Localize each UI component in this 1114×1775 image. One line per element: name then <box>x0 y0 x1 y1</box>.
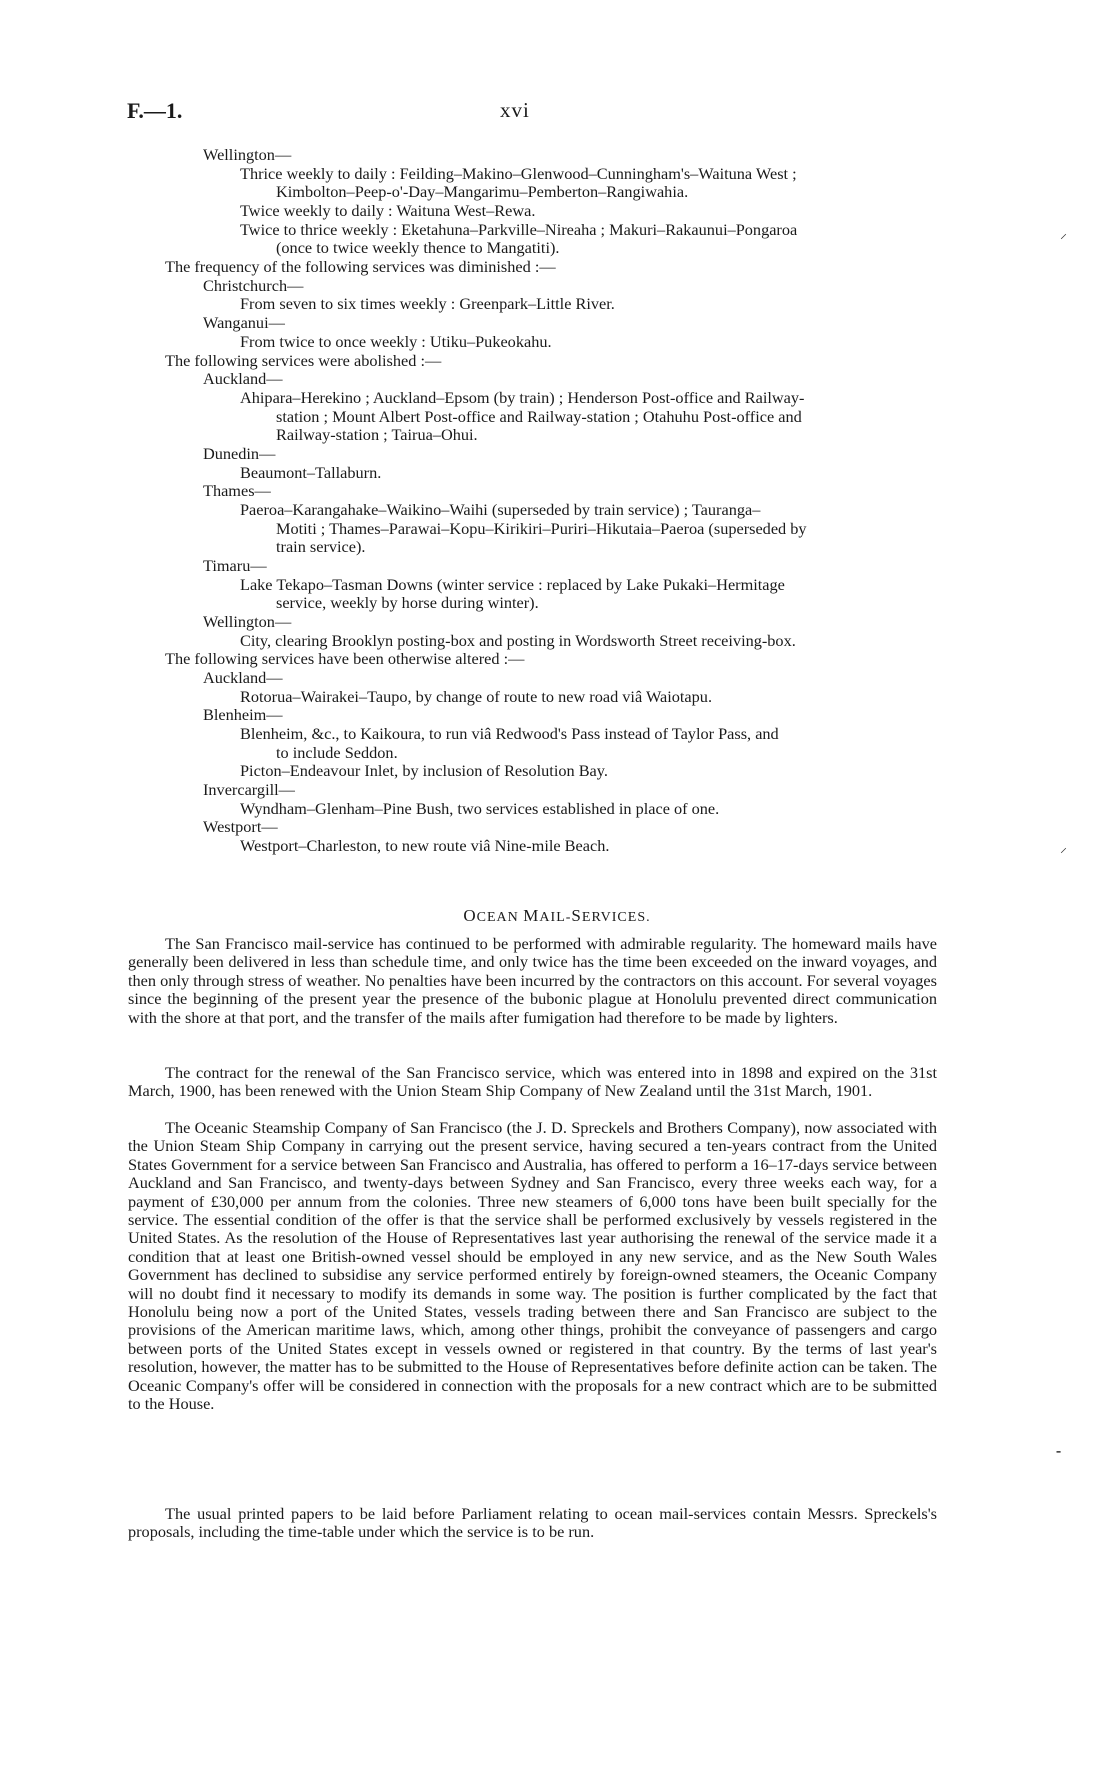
service-line: Kimbolton–Peep-o'-Day–Mangarimu–Pemberton–Rangiwahia. <box>276 182 689 201</box>
service-line: Lake Tekapo–Tasman Downs (winter service : replaced by Lake Pukaki–Hermitage <box>240 575 785 594</box>
section-intro: The following services were abolished :— <box>165 351 442 370</box>
section-intro: The following services have been otherwise altered :— <box>165 649 525 668</box>
district-heading: Dunedin— <box>203 444 276 463</box>
service-line: Wyndham–Glenham–Pine Bush, two services established in place of one. <box>240 799 720 818</box>
ocean-section-title: OCEAN MAIL-SERVICES. <box>463 906 651 925</box>
service-line: station ; Mount Albert Post-office and Railway-station ; Otahuhu Post-office and <box>276 407 802 426</box>
service-line: From twice to once weekly : Utiku–Pukeokahu. <box>240 332 552 351</box>
district-heading: Thames— <box>203 481 271 500</box>
district-heading: Wellington— <box>203 612 292 631</box>
district-heading: Auckland— <box>203 668 283 687</box>
page-header <box>0 98 1114 124</box>
district-heading: Invercargill— <box>203 780 295 799</box>
service-line: Twice to thrice weekly : Eketahuna–Parkville–Nireaha ; Makuri–Rakaunui–Pongaroa <box>240 220 798 239</box>
service-line: Thrice weekly to daily : Feilding–Makino–Glenwood–Cunningham's–Waituna West ; <box>240 164 797 183</box>
district-heading: Timaru— <box>203 556 267 575</box>
service-line: Twice weekly to daily : Waituna West–Rewa. <box>240 201 536 220</box>
service-line: Paeroa–Karangahake–Waikino–Waihi (superseded by train service) ; Tauranga– <box>240 500 761 519</box>
service-line: to include Seddon. <box>276 743 398 762</box>
service-line: Ahipara–Herekino ; Auckland–Epsom (by train) ; Henderson Post-office and Railway- <box>240 388 805 407</box>
margin-tick-mark: ⁃ <box>1055 1446 1062 1461</box>
service-line: Blenheim, &c., to Kaikoura, to run viâ Redwood's Pass instead of Taylor Pass, and <box>240 724 779 743</box>
service-line: train service). <box>276 537 366 556</box>
district-heading: Auckland— <box>203 369 283 388</box>
district-heading: Westport— <box>203 817 278 836</box>
page-number: xvi <box>500 98 530 122</box>
ocean-paragraph-4: The usual printed papers to be laid before Parliament relating to ocean mail-services contain Messrs. Spreckels's proposals, including the time-table under which the service is to be run. <box>128 1504 937 1542</box>
margin-tick-mark: ⸝ <box>1060 841 1067 856</box>
service-line: (once to twice weekly thence to Mangatiti). <box>276 238 560 257</box>
district-heading: Wanganui— <box>203 313 285 332</box>
service-line: City, clearing Brooklyn posting-box and posting in Wordsworth Street receiving-box. <box>240 631 796 650</box>
document-code: F.—1. <box>127 98 183 123</box>
service-line: From seven to six times weekly : Greenpark–Little River. <box>240 294 615 313</box>
district-heading: Christchurch— <box>203 276 304 295</box>
district-heading: Blenheim— <box>203 705 283 724</box>
ocean-paragraph-2: The contract for the renewal of the San Francisco service, which was entered into in 1898 and expired on the 31st March, 1900, has been renewed with the Union Steam Ship Company of New Zealand until the 31st March, 1901. <box>128 1063 937 1101</box>
service-line: Rotorua–Wairakei–Taupo, by change of route to new road viâ Waiotapu. <box>240 687 713 706</box>
service-line: service, weekly by horse during winter). <box>276 593 539 612</box>
section-intro: The frequency of the following services was diminished :— <box>165 257 556 276</box>
service-line: Motiti ; Thames–Parawai–Kopu–Kirikiri–Puriri–Hikutaia–Paeroa (superseded by <box>276 519 807 538</box>
ocean-paragraph-1: The San Francisco mail-service has continued to be performed with admirable regularity. The homeward mails have generally been delivered in less than schedule time, and only twice has the time been exceeded on the inward voyages, and then only through stress of weather. No penalties have been incurred by the contractors on this account. For several voyages since the beginning of the present year the presence of the bubonic plague at Honolulu prevented direct communication with the shore at that port, and the transfer of the mails after fumigation had therefore to be made by lighters. <box>128 934 937 1027</box>
ocean-paragraph-3: The Oceanic Steamship Company of San Francisco (the J. D. Spreckels and Brothers Company), now associated with the Union Steam Ship Company in carrying out the present service, having secured a ten-years contract from the United States Government for a service between San Francisco and Australia, has offered to perform a 16–17-days service between Auckland and San Francisco, and twenty-days between Sydney and San Francisco, every three weeks each way, for a payment of £30,000 per annum from the colonies. Three new steamers of 6,000 tons have been built specially for the service. The essential condition of the offer is that the service shall be performed exclusively by vessels registered in the United States. As the resolution of the House of Representatives last year authorising the renewal of the service made it a condition that at least one British-owned vessel should be employed in any new service, and as the New South Wales Government has declined to subsidise any service performed entirely by foreign-owned steamers, the Oceanic Company will no doubt find it necessary to modify its demands in some way. The position is further complicated by the fact that Honolulu being now a port of the United States, vessels trading between there and San Francisco are subject to the provisions of the American maritime laws, which, among other things, prohibit the conveyance of passengers and cargo between ports of the United States except in vessels owned or registered in that country. By the terms of last year's resolution, however, the matter has to be submitted to the House of Representatives before definite action can be taken. The Oceanic Company's offer will be considered in connection with the proposals for a new contract which are to be submitted to the House. <box>128 1118 937 1414</box>
service-line: Beaumont–Tallaburn. <box>240 463 382 482</box>
service-line: Picton–Endeavour Inlet, by inclusion of Resolution Bay. <box>240 761 608 780</box>
service-line: Westport–Charleston, to new route viâ Nine-mile Beach. <box>240 836 610 855</box>
district-heading: Wellington— <box>203 145 292 164</box>
margin-tick-mark: ⸝ <box>1060 227 1067 242</box>
service-line: Railway-station ; Tairua–Ohui. <box>276 425 478 444</box>
